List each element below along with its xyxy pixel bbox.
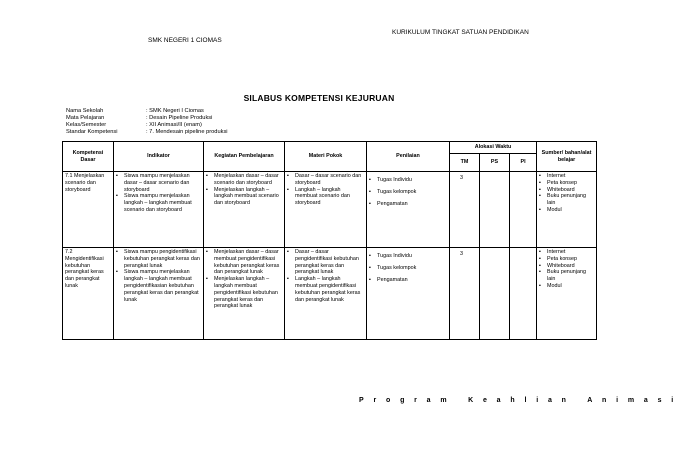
cell-ps [480,248,510,340]
header-kegiatan: Kegiatan Pembelajaran [204,142,285,172]
list-item: ▪ Menjelaskan langkah – langkah membuat scenario dan storyboard [206,187,282,207]
cell-pi [510,172,537,248]
list-item: ▪ Tugas Individu [369,177,447,184]
cell-sumber [537,248,597,340]
cell-materi [285,248,367,340]
cell-kd: 7.2 Mengidentifikasi kebutuhan perangkat keras dan perangkat lunak [63,248,114,340]
list-item: ▪ Menjelaskan langkah – langkah membuat pengidentifikasi kebutuhan perangkat keras dan perangkat lunak [206,276,282,310]
header-alokasi: Alokasi Waktu [450,142,537,154]
meta-row [66,122,228,129]
list-item: ▪ Tugas kelompok [369,189,447,196]
header-penilaian: Penilaian [367,142,450,172]
header-ps: PS [480,154,510,172]
list-item: ▪ Peta konsep [539,256,594,263]
meta-info [66,108,228,136]
cell-tm: 3 [450,248,480,340]
header-materi: Materi Pokok [285,142,367,172]
header-tm: TM [450,154,480,172]
meta-key: Mata Pelajaran [66,115,105,121]
list-item: ▪ Siswa mampu pengidentifikasi kebutuhan perangkat keras dan perangkat lunak [116,249,201,269]
cell-indikator [114,248,204,340]
meta-key: Kelas/Semester [66,122,107,128]
table-row [63,248,597,340]
cell-kegiatan [204,172,285,248]
meta-row [66,108,228,115]
list-item: ▪ Menjelaskan dasar – dasar membuat pengidentifikasi kebutuhan perangkat keras dan perangkat lunak [206,249,282,276]
cell-penilaian [367,248,450,340]
cell-indikator [114,172,204,248]
meta-value: : SMK Negeri I Ciomas [146,108,204,114]
meta-value: : XII Animasi/II (enam) [146,122,202,128]
list-item: ▪ Buku penunjang lain [539,193,594,207]
cell-tm: 3 [450,172,480,248]
list-item: ▪ Pengamatan [369,201,447,208]
header-sumber: Sumber/ bahan/alat belajar [537,142,597,172]
meta-key: Nama Sekolah [66,108,104,114]
meta-value: : 7. Mendesain pipeline produksi [146,129,228,135]
list-item: ▪ Siswa mampu menjelaskan langkah – langkah membuat scenario dan storyboard [116,193,201,213]
list-item: ▪ Internet [539,249,594,256]
list-item: ▪ Buku penunjang lain [539,269,594,283]
list-item: ▪ Siswa mampu menjelaskan langkah – langkah membuat pengidentifikasian kebutuhan perangkat keras dan perangkat lunak [116,269,201,303]
list-item: ▪ Modul [539,283,594,290]
cell-materi [285,172,367,248]
list-item: ▪ Whiteboard [539,263,594,270]
list-item: ▪ Menjelaskan dasar – dasar scenario dan storyboard [206,173,282,187]
cell-ps [480,172,510,248]
meta-key: Standar Kompetensi [66,129,118,135]
meta-row [66,129,228,136]
list-item: ▪ Pengamatan [369,277,447,284]
list-item: ▪ Peta konsep [539,180,594,187]
cell-penilaian [367,172,450,248]
cell-kd: 7.1 Menjelaskan scenario dan storyboard [63,172,114,248]
footer-program: Program Keahlian Animasi [359,397,683,404]
header-indikator: Indikator [114,142,204,172]
header-pi: PI [510,154,537,172]
list-item: ▪ Tugas Individu [369,253,447,260]
curriculum-header: KURIKULUM TINGKAT SATUAN PENDIDIKAN [392,29,529,36]
list-item: ▪ Internet [539,173,594,180]
table-row [63,172,597,248]
list-item: ▪ Siswa mampu menjelaskan dasar – dasar scenario dan storyboard [116,173,201,193]
cell-sumber [537,172,597,248]
list-item: ▪ Tugas kelompok [369,265,447,272]
school-name: SMK NEGERI 1 CIOMAS [148,37,222,44]
meta-value: : Desain Pipeline Produksi [146,115,213,121]
list-item: ▪ Dasar – dasar pengidentifikasi kebutuhan perangkat keras dan perangkat lunak [287,249,364,276]
cell-kegiatan [204,248,285,340]
page-title: SILABUS KOMPETENSI KEJURUAN [243,93,395,103]
syllabus-table [62,141,597,340]
list-item: ▪ Whiteboard [539,187,594,194]
header-kd: Kompetensi Dasar [63,142,114,172]
meta-row [66,115,228,122]
list-item: ▪ Langkah – langkah membuat pengidentifikasi kebutuhan perangkat keras dan perangkat lunak [287,276,364,303]
list-item: ▪ Langkah – langkah membuat scenario dan storyboard [287,187,364,207]
cell-pi [510,248,537,340]
list-item: ▪ Dasar – dasar scenario dan storyboard [287,173,364,187]
list-item: ▪ Modul [539,207,594,214]
